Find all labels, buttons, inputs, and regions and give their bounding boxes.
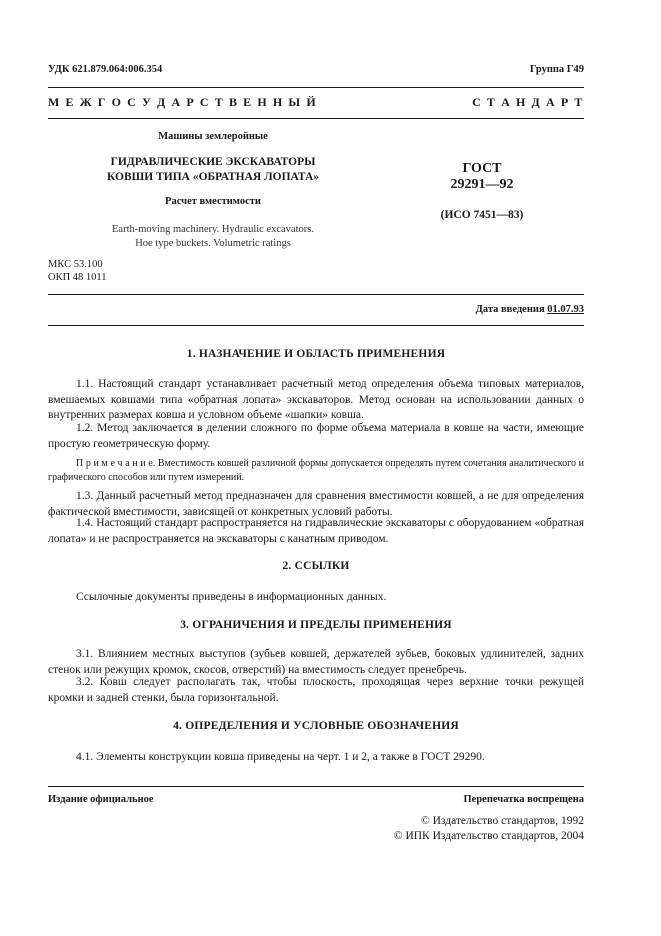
group-code: Группа Г49 (529, 64, 584, 75)
okp-code: ОКП 48 1011 (48, 272, 107, 283)
paragraph-1-2: 1.2. Метод заключается в делении сложного по форме объема материала в ковше на части, имеющие простую геометрическую форму. (48, 422, 584, 450)
title-line1: ГИДРАВЛИЧЕСКИЕ ЭКСКАВАТОРЫ (110, 156, 316, 168)
top-rule (48, 87, 584, 88)
official-edition: Издание официальное (48, 794, 154, 805)
english-title-line2: Hoe type buckets. Volumetric ratings (135, 238, 291, 249)
note-text: Вместимость ковшей различной формы допускается определять путем сочетания аналитического и графического способов или путем измерений. (48, 458, 584, 483)
section-4-heading: 4. ОПРЕДЕЛЕНИЯ И УСЛОВНЫЕ ОБОЗНАЧЕНИЯ (173, 720, 459, 732)
banner-bottom-rule (48, 118, 584, 119)
date-rule (48, 325, 584, 326)
udk-code: УДК 621.879.064:006.354 (48, 64, 163, 75)
mks-code: МКС 53.100 (48, 259, 103, 270)
footer-rule (48, 786, 584, 787)
english-title-line1: Earth-moving machinery. Hydraulic excavators. (112, 224, 314, 235)
paragraph-4-1: 4.1. Элементы конструкции ковша приведены на черт. 1 и 2, а также в ГОСТ 29290. (76, 751, 485, 763)
section-2-heading: 2. ССЫЛКИ (282, 560, 350, 572)
gost-label: ГОСТ (462, 161, 502, 176)
category-label: Машины землеройные (158, 131, 268, 142)
paragraph-1-4: 1.4. Настоящий стандарт распространяется на гидравлические экскаваторы с оборудованием «обратная лопата» и не распространяется на экскаваторы с канатным приводом. (48, 517, 584, 545)
effective-date-value: 01.07.93 (547, 304, 584, 315)
subtitle: Расчет вместимости (165, 196, 261, 207)
paragraph-1-3: 1.3. Данный расчетный метод предназначен для сравнения вместимости ковшей, а не для определения фактической вместимости, зависящей от конкретных условий работы. (48, 490, 584, 518)
paragraph-3-1: 3.1. Влиянием местных выступов (зубьев ковшей, держателей зубьев, боковых удлинителей, задних стенок или режущих кромок, скосов, отверстий) на вместимость следует пренебречь. (48, 648, 584, 676)
paragraph-3-2: 3.2. Ковш следует располагать так, чтобы плоскость, проходящая через верхние точки режущей кромки и задней стенки, была горизонтальной. (48, 676, 584, 704)
note (48, 457, 584, 485)
paragraph-1-1: 1.1. Настоящий стандарт устанавливает расчетный метод определения объема типовых материалов, вмешаемых ковшами типа «обратная лопата» экскаваторов. Метод основан на использовании данных о внутренних размерах ковша и условном объеме «шапки» ковша. (48, 378, 584, 421)
section-3-heading: 3. ОГРАНИЧЕНИЯ И ПРЕДЕЛЫ ПРИМЕНЕНИЯ (180, 619, 452, 631)
copyright-2004: © ИПК Издательство стандартов, 2004 (393, 830, 584, 842)
banner-interstate: М Е Ж Г О С У Д А Р С Т В Е Н Н Ы Й (48, 95, 318, 109)
gost-number: 29291—92 (450, 177, 514, 192)
title-line2: КОВШИ ТИПА «ОБРАТНАЯ ЛОПАТА» (106, 171, 319, 183)
effective-date (476, 304, 584, 315)
paragraph-2: Ссылочные документы приведены в информационных данных. (76, 591, 387, 603)
copyright-1992: © Издательство стандартов, 1992 (420, 815, 584, 827)
iso-reference: (ИСО 7451—83) (440, 209, 524, 221)
section-1-heading: 1. НАЗНАЧЕНИЕ И ОБЛАСТЬ ПРИМЕНЕНИЯ (186, 348, 446, 360)
reprint-notice: Перепечатка воспрещена (463, 794, 584, 805)
effective-date-label: Дата введения (475, 304, 545, 315)
title-block-rule (48, 294, 584, 295)
banner-standard: С Т А Н Д А Р Т (472, 95, 584, 109)
note-label: П р и м е ч а н и е. (76, 458, 156, 469)
